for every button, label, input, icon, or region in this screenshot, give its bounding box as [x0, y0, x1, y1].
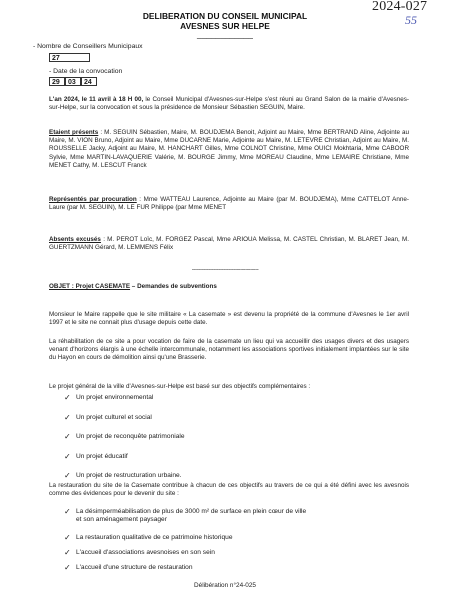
document-subtitle: AVESNES SUR HELPE [180, 21, 270, 31]
intro-paragraph [49, 96, 409, 112]
convocation-month-box [65, 77, 81, 86]
separator-line: ---------------------------------------- [191, 266, 259, 273]
absent-paragraph [49, 236, 409, 252]
absent-label: Absents excusés [49, 236, 101, 243]
handwritten-annotation: 55 [405, 13, 417, 27]
paragraph-objectives-intro: Le projet général de la ville d'Avesnes-sur-Helpe est basé sur des objectifs complémentaires : [49, 383, 311, 390]
proxy-paragraph [49, 196, 409, 212]
list-item: ✓ Un projet environnemental [64, 393, 154, 402]
evidences-list [64, 508, 404, 576]
object-heading [49, 283, 409, 291]
reference-number: 2024-027 [372, 0, 428, 14]
checkmark-icon: ✓ [64, 393, 71, 402]
convocation-day: 29 [52, 79, 60, 86]
list-item: ✓ La désimperméabilisation de plus de 3000 m² de surface en plein cœur de ville et son aménagement paysager [64, 507, 307, 524]
checkmark-icon: ✓ [64, 471, 71, 480]
proxy-label: Représentés par procuration [49, 196, 137, 203]
title-rule: ____________ [197, 29, 253, 39]
present-list: : M. SEGUIN Sébastien, Maire, M. BOUDJEMA Benoit, Adjoint au Maire, Mme BERTRAND Aline, Adjointe au Maire, M. VION Bruno, Adjoint au Maire, Mme DUCARNE Marie, Adjointe au Maire, M. LETEVRE Christian, Adjoint au Maire, M. ROUSSELLE Jacky, Adjoint au Maire, M. HANCHART Gilles, Mme COLNOT Christine, Mme OUICI Mokhtaria, Mme CABOOR Sylvie, Mme MARTIN-LAVAQUERIE Valérie, M. BOURGE Jimmy, Mme MOREAU Claudine, Mme LEMAIRE Christiane, Mme MENET Cathy, M. LESCUT Franck [49, 129, 409, 169]
councillors-count: 27 [52, 55, 60, 62]
present-label: Etaient présents [49, 129, 99, 136]
list-item: ✓ L'accueil d'associations avesnoises en son sein [64, 548, 215, 557]
list-item: ✓ Un projet de reconquête patrimoniale [64, 432, 185, 441]
list-item: ✓ L'accueil d'une structure de restauration [64, 563, 193, 572]
list-item: ✓ La restauration qualitative de ce patrimoine historique [64, 533, 233, 542]
paragraph-rehabilitation: La réhabilitation de ce site a pour vocation de faire de la casemate un lieu qui va accueillir des usages divers et des usagers venant d'horizons élargis à une échelle intercommunale, notamment les associations sportives initialement implantées sur le site du Hayon en cours de démolition ainsi qu'une Brasserie. [49, 338, 409, 362]
objectives-list [64, 394, 404, 492]
checkmark-icon: ✓ [64, 533, 71, 542]
checkmark-icon: ✓ [64, 432, 71, 441]
meeting-date: L'an 2024, le 11 avril à 18 H 00, [49, 96, 144, 103]
convocation-day-box [49, 77, 65, 86]
object-label: OBJET : Projet CASEMATE [49, 283, 131, 290]
councillors-label: - Nombre de Conseillers Municipaux [33, 43, 143, 50]
list-item: ✓ Un projet culturel et social [64, 412, 152, 422]
proxy-list: : Mme WATTEAU Laurence, Adjointe au Maire (par M. BOUDJEMA), Mme CATTELOT Anne-Laure (par M. SEGUIN), M. LE FUR Philippe (par Mme MENET [49, 196, 409, 212]
councillors-count-box [49, 53, 90, 62]
object-text: – Demandes de subventions [130, 283, 217, 290]
document-title: DELIBERATION DU CONSEIL MUNICIPAL [142, 11, 308, 21]
convocation-label: - Date de la convocation [49, 68, 123, 75]
absent-list: : M. PEROT Loïc, M. FORGEZ Pascal, Mme ARIOUA Melissa, M. CASTEL Christian, M. BLARET Jean, M. GUERTZMANN Gérard, M. LEMMENS Félix [49, 236, 410, 252]
list-item: ✓ Un projet de restructuration urbaine. [64, 471, 182, 480]
convocation-month: 03 [68, 79, 76, 86]
checkmark-icon: ✓ [64, 412, 71, 422]
checkmark-icon: ✓ [64, 451, 71, 461]
convocation-year-box [81, 77, 97, 86]
present-paragraph [49, 129, 409, 170]
intro-text: le Conseil Municipal d'Avesnes-sur-Helpe s'est réuni au Grand Salon de la mairie d'Avesnes-sur-Helpe, sur la convocation et sous la présidence de Monsieur Sébastien SEGUIN, Maire. [49, 96, 409, 112]
paragraph-restoration: La restauration du site de la Casemate contribue à chacun de ces objectifs au travers de ce qui a été défini avec les avesnois comme des évidences pour le devenir du site : [49, 482, 409, 498]
checkmark-icon: ✓ [64, 507, 71, 516]
paragraph-history: Monsieur le Maire rappelle que le site militaire « La casemate » est devenu la propriété de la commune d'Avesnes le 1er avril 1997 et le site ne connait plus d'usage depuis cette date. [49, 311, 409, 327]
checkmark-icon: ✓ [64, 563, 71, 572]
list-item: ✓ Un projet éducatif [64, 451, 128, 461]
page-footer: Délibération n°24-025 [194, 582, 256, 589]
checkmark-icon: ✓ [64, 548, 71, 557]
convocation-year: 24 [84, 79, 92, 86]
